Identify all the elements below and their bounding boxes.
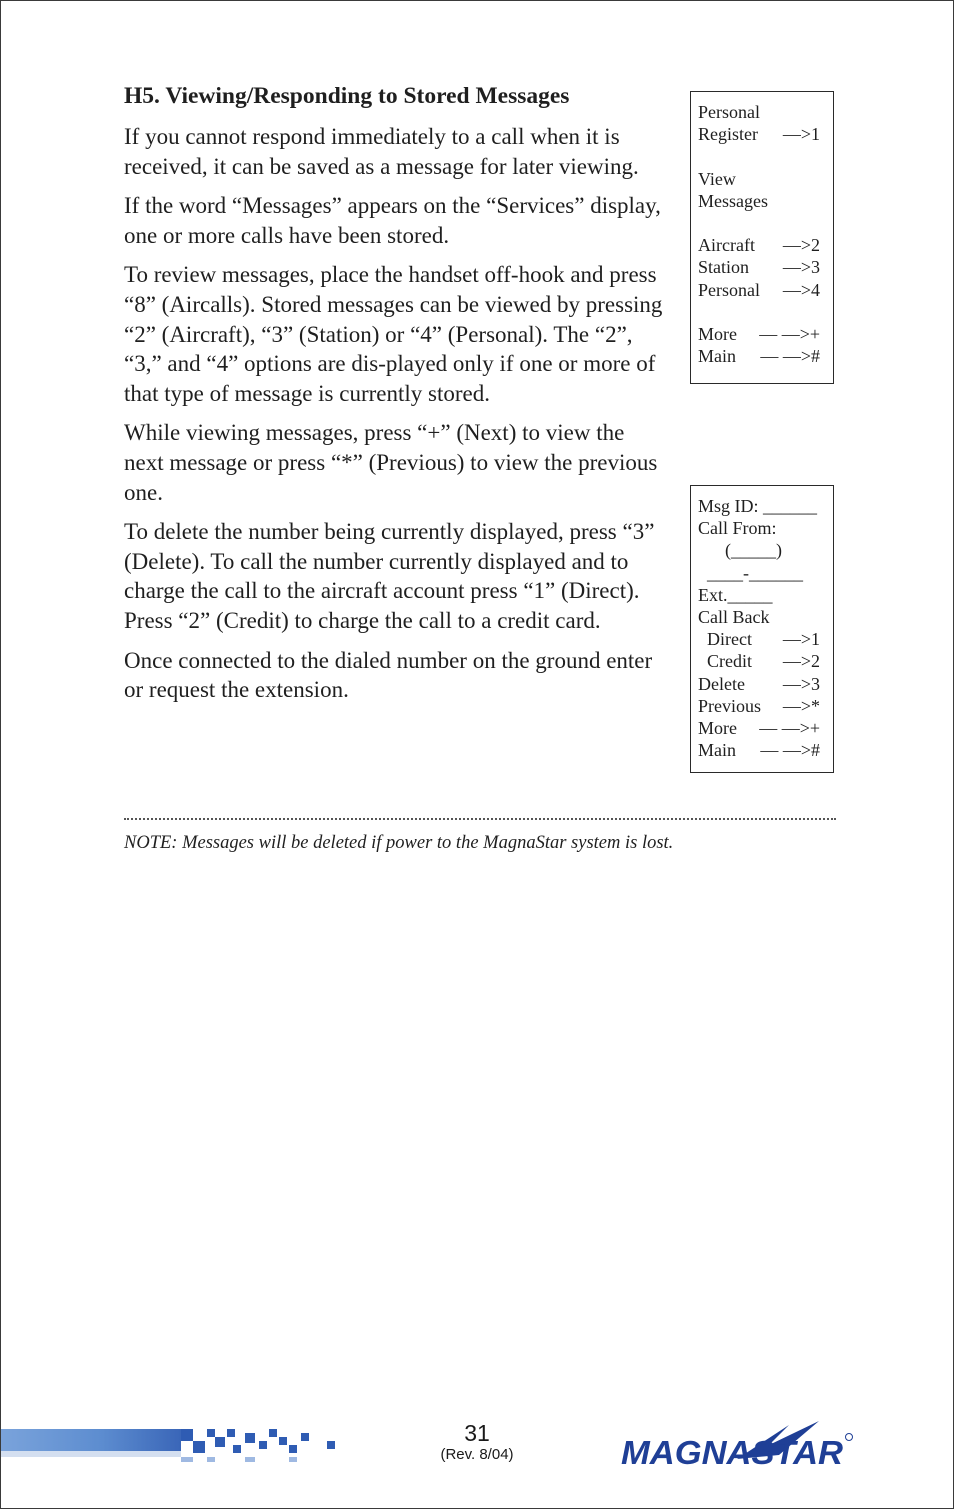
display-label: Personal xyxy=(698,279,760,300)
paragraph: To review messages, place the handset off-hook and press “8” (Aircalls). Stored messages can be viewed by pressing “2” (Aircraft), “3” (Station) or “4” (Personal). The “2”, “3,” and “4” options are dis-played only if one or more of that type of message is currently stored. xyxy=(124,262,663,406)
display-key xyxy=(820,495,826,517)
display-label: View xyxy=(698,168,736,189)
display-line xyxy=(698,101,826,123)
display-line xyxy=(698,279,826,301)
display-line xyxy=(698,145,826,167)
display-key xyxy=(820,190,826,212)
revision-label: (Rev. 8/04) xyxy=(440,1446,514,1463)
display-label: Call Back xyxy=(698,606,770,627)
display-label: Delete xyxy=(698,673,745,694)
display-key: —>1 xyxy=(782,629,820,650)
display-key xyxy=(820,539,826,561)
display-label: Call From: xyxy=(698,518,777,539)
display-line xyxy=(698,495,826,517)
display-line xyxy=(698,673,826,695)
display-label: ____-______ xyxy=(698,562,803,583)
display-label: Messages xyxy=(698,190,768,211)
display-line xyxy=(698,695,826,717)
display-key xyxy=(820,212,826,234)
display-key: —>2 xyxy=(782,651,820,672)
section-heading: H5. Viewing/Responding to Stored Messages xyxy=(124,83,570,109)
display-key xyxy=(820,168,826,190)
display-label: Previous xyxy=(698,695,761,716)
paragraph: If the word “Messages” appears on the “Services” display, one or more calls have been stored. xyxy=(124,193,661,248)
display-label: Main xyxy=(698,346,736,367)
display-line xyxy=(698,345,826,367)
dotted-divider xyxy=(124,818,836,820)
display-key: — —># xyxy=(760,740,820,761)
display-key: —>* xyxy=(782,695,820,716)
display-key: — —>+ xyxy=(759,323,820,344)
paragraph: While viewing messages, press “+” (Next) to view the next message or press “*” (Previous) to view the previous one. xyxy=(124,420,658,505)
handset-display-message-view xyxy=(690,485,834,773)
display-key: —>4 xyxy=(782,279,820,300)
display-key: —>3 xyxy=(782,673,820,694)
display-label: Direct xyxy=(698,629,752,650)
paragraph: If you cannot respond immediately to a call when it is received, it can be saved as a message for later viewing. xyxy=(124,124,639,179)
display-key: —>2 xyxy=(782,235,820,256)
display-line xyxy=(698,323,826,345)
display-line xyxy=(698,517,826,539)
display-line xyxy=(698,606,826,628)
display-line xyxy=(698,168,826,190)
display-key xyxy=(820,301,826,323)
display-key xyxy=(820,101,826,123)
display-label: Register xyxy=(698,124,758,145)
display-label: Ext._____ xyxy=(698,584,773,605)
power-loss-note: NOTE: Messages will be deleted if power to the MagnaStar system is lost. xyxy=(124,833,674,853)
display-line xyxy=(698,301,826,323)
paragraph: To delete the number being currently displayed, press “3” (Delete). To call the number currently displayed and to charge the call to the aircraft account press “1” (Direct). Press “2” (Credit) to charge the call to a credit card. xyxy=(124,519,655,633)
display-label: Station xyxy=(698,257,750,278)
paragraph: Once connected to the dialed number on the ground enter or request the extension. xyxy=(124,647,653,703)
body-text xyxy=(124,122,664,715)
display-line xyxy=(698,539,826,561)
display-line xyxy=(698,628,826,650)
display-line xyxy=(698,190,826,212)
magnastar-logo xyxy=(619,1419,855,1477)
display-key: — —># xyxy=(760,346,820,367)
display-line xyxy=(698,739,826,761)
display-key xyxy=(820,562,826,584)
display-label: More xyxy=(698,717,737,738)
svg-text:MAGNASTAR: MAGNASTAR xyxy=(621,1434,844,1471)
display-line xyxy=(698,123,826,145)
display-key: — —>+ xyxy=(759,717,820,738)
display-key xyxy=(820,584,826,606)
display-line xyxy=(698,717,826,739)
display-line xyxy=(698,256,826,278)
display-key: —>3 xyxy=(782,257,820,278)
display-line xyxy=(698,584,826,606)
display-key xyxy=(820,145,826,167)
display-label: Personal xyxy=(698,102,760,122)
display-key xyxy=(820,606,826,628)
display-label: (_____) xyxy=(698,540,782,561)
handset-display-aircalls-menu xyxy=(690,91,834,384)
page-number: 31 xyxy=(464,1420,490,1446)
display-label: More xyxy=(698,323,737,344)
display-line xyxy=(698,562,826,584)
display-line xyxy=(698,212,826,234)
display-line xyxy=(698,234,826,256)
display-label: Credit xyxy=(698,651,752,672)
display-key: —>1 xyxy=(782,124,820,145)
display-label: Aircraft xyxy=(698,235,755,256)
footer-pixel-band xyxy=(1,1419,361,1469)
display-label: Main xyxy=(698,740,736,761)
display-key xyxy=(820,517,826,539)
display-line xyxy=(698,650,826,672)
display-label: Msg ID: ______ xyxy=(698,496,818,516)
